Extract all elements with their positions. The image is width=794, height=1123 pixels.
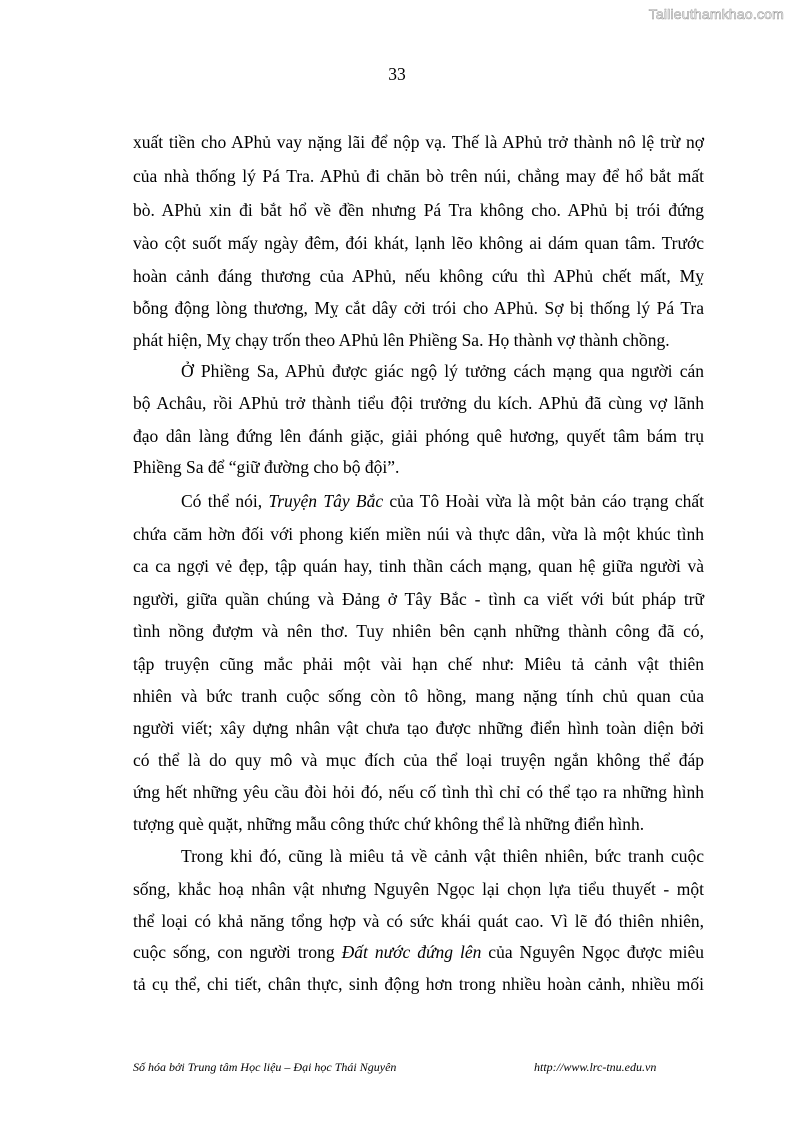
text-line: xuất tiền cho APhủ vay nặng lãi để nộp vạ. Thế là APhủ trở thành nô lệ trừ nợ — [133, 132, 704, 152]
text-line: người viết; xây dựng nhân vật chưa tạo được những điển hình toàn diện bởi — [133, 718, 704, 738]
text-segment: cuộc sống, con người trong — [133, 942, 342, 962]
text-line: có thể là do quy mô và mục đích của thể loại truyện ngắn không thể đáp — [133, 750, 704, 770]
paragraph-first-line: Ở Phiềng Sa, APhủ được giác ngộ lý tưởng cách mạng qua người cán — [181, 361, 704, 381]
paragraph-first-line — [181, 488, 704, 514]
text-line: người, giữa quần chúng và Đảng ở Tây Bắc - tình ca viết với bút pháp trữ — [133, 589, 704, 609]
text-line: tập truyện cũng mắc phải một vài hạn chế như: Miêu tả cảnh vật thiên — [133, 654, 704, 674]
text-line: nhiên và bức tranh cuộc sống còn tô hồng, mang nặng tính chủ quan của — [133, 686, 704, 706]
text-line: bộ Achâu, rồi APhủ trở thành tiểu đội trưởng du kích. APhủ đã cùng vợ lãnh — [133, 393, 704, 413]
book-title: Đất nước đứng lên — [341, 942, 482, 962]
text-line: chứa căm hờn đối với phong kiến miền núi và thực dân, vừa là một khúc tình — [133, 524, 704, 544]
text-line: tình nồng đượm và nên thơ. Tuy nhiên bên cạnh những thành công đã có, — [133, 621, 704, 641]
text-line: vào cột suốt mấy ngày đêm, đói khát, lạnh lẽo không ai dám quan tâm. Trước — [133, 233, 704, 253]
text-line: Phiềng Sa để “giữ đường cho bộ đội”. — [133, 457, 400, 477]
text-line: bỗng động lòng thương, Mỵ cắt dây cởi trói cho APhủ. Sợ bị thống lý Pá Tra — [133, 298, 704, 318]
book-title: Truyện Tây Bắc — [268, 491, 384, 511]
text-segment: của Tô Hoài vừa là một bản cáo trạng chất — [383, 491, 705, 511]
text-line — [133, 939, 704, 965]
text-line: sống, khắc hoạ nhân vật nhưng Nguyên Ngọc lại chọn lựa tiểu thuyết - một — [133, 879, 704, 899]
text-line: tả cụ thể, chi tiết, chân thực, sinh động hơn trong nhiều hoàn cảnh, nhiều mối — [133, 974, 704, 994]
text-line: bò. APhủ xin đi bắt hổ về đền nhưng Pá Tra không cho. APhủ bị trói đứng — [133, 200, 704, 220]
text-line: phát hiện, Mỵ chạy trốn theo APhủ lên Phiềng Sa. Họ thành vợ thành chồng. — [133, 330, 670, 350]
page-number: 33 — [388, 64, 406, 84]
paragraph-first-line: Trong khi đó, cũng là miêu tả về cảnh vật thiên nhiên, bức tranh cuộc — [181, 846, 704, 866]
text-segment: của Nguyên Ngọc được miêu — [481, 942, 705, 962]
footer-url: http://www.lrc-tnu.edu.vn — [534, 1060, 657, 1074]
text-line: đạo dân làng đứng lên đánh giặc, giải phóng quê hương, quyết tâm bám trụ — [133, 426, 704, 446]
text-line: ca ca ngợi vẻ đẹp, tập quán hay, tinh thần cách mạng, quan hệ giữa người và — [133, 556, 704, 576]
text-line: ứng hết những yêu cầu đòi hỏi đó, nếu cố tình thì chỉ có thể tạo ra những hình — [133, 782, 704, 802]
watermark-text: Tailieuthamkhao.com — [648, 6, 784, 22]
text-line: hoàn cảnh đáng thương của APhủ, nếu không cứu thì APhủ chết mất, Mỵ — [133, 266, 704, 286]
text-segment: Có thể nói, — [181, 491, 269, 511]
text-line: của nhà thống lý Pá Tra. APhủ đi chăn bò trên núi, chẳng may để hổ bắt mất — [133, 166, 704, 186]
footer-source: Số hóa bởi Trung tâm Học liệu – Đại học Thái Nguyên — [133, 1060, 397, 1074]
text-line: tượng què quặt, những mẫu công thức chứ không thể là những điển hình. — [133, 814, 645, 834]
text-line: thể loại có khả năng tổng hợp và có sức khái quát cao. Vì lẽ đó thiên nhiên, — [133, 911, 704, 931]
